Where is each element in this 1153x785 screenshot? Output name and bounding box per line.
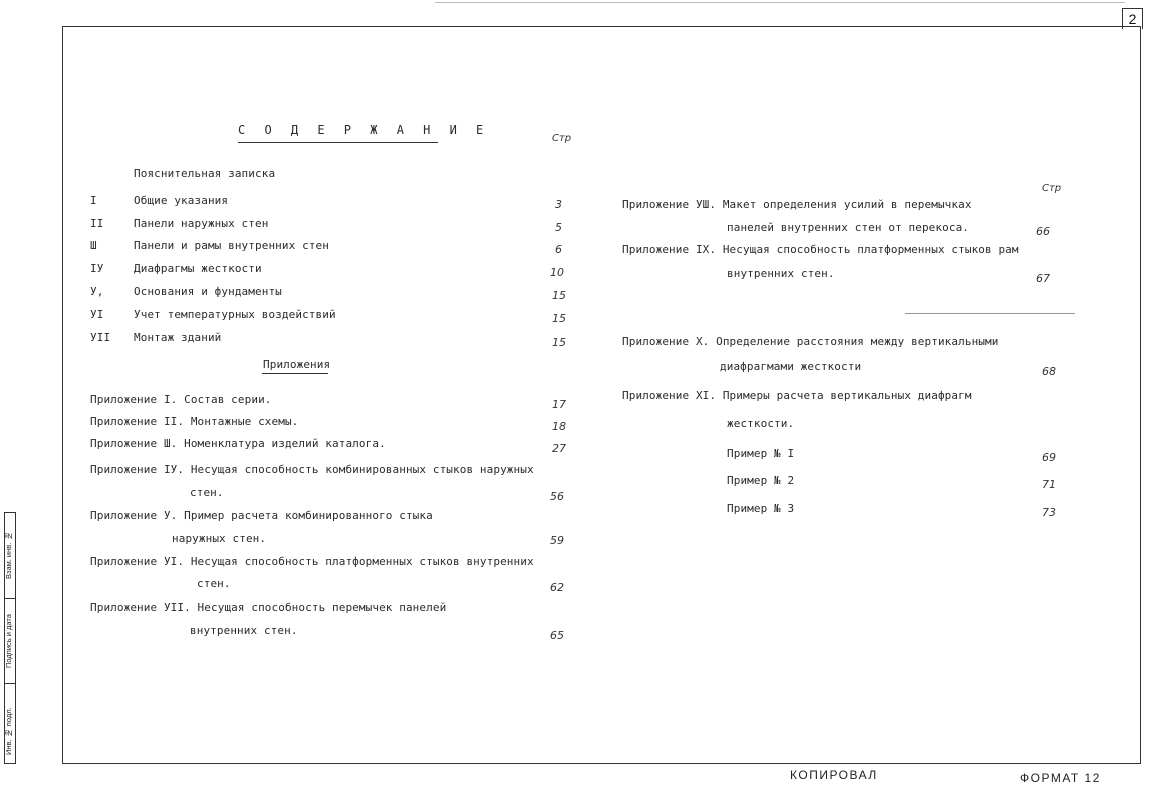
appendix-line: Приложение У. Пример расчета комбинированного стыка — [90, 509, 433, 522]
sheet-number: 2 — [1122, 8, 1143, 29]
example-title: Пример № 3 — [727, 502, 795, 515]
example-page: 73 — [1042, 506, 1056, 519]
scan-artifact-line — [435, 2, 1125, 3]
section-num: У, — [90, 285, 104, 298]
footer-copied: КОПИРОВАЛ — [790, 768, 878, 782]
appendix-line: Приложение ХI. Примеры расчета вертикальных диафрагм — [622, 389, 972, 402]
toc-heading: С О Д Е Р Ж А Н И Е — [238, 123, 490, 137]
appendix-line-cont: внутренних стен. — [190, 624, 298, 637]
appendix-line: Приложение Х. Определение расстояния между вертикальными — [622, 335, 999, 348]
appendix-line: Приложение I. Состав серии. — [90, 393, 272, 406]
section-page: 6 — [555, 243, 562, 256]
appendix-page: 56 — [550, 490, 564, 503]
appendix-page: 18 — [552, 420, 566, 433]
stamp-label: Подпись и дата — [4, 614, 13, 668]
heading-underline — [238, 142, 438, 143]
footer-format: ФОРМАТ 12 — [1020, 771, 1101, 785]
appendix-line-cont: внутренних стен. — [727, 267, 835, 280]
section-num: УII — [90, 331, 111, 344]
section-page: 5 — [555, 221, 562, 234]
section-page: 15 — [552, 289, 566, 302]
example-title: Пример № 2 — [727, 474, 795, 487]
appendix-page: 67 — [1036, 272, 1050, 285]
appendices-heading: Приложения — [263, 358, 331, 371]
appendix-line-cont: стен. — [197, 577, 231, 590]
appendix-line: Приложение УII. Несущая способность перемычек панелей — [90, 601, 447, 614]
appendix-page: 65 — [550, 629, 564, 642]
section-title: Монтаж зданий — [134, 331, 222, 344]
example-page: 71 — [1042, 478, 1056, 491]
section-title: Общие указания — [134, 194, 229, 207]
appendix-page: 17 — [552, 398, 566, 411]
section-page: 3 — [555, 198, 562, 211]
appendix-line-cont: диафрагмами жесткости — [720, 360, 862, 373]
example-page: 69 — [1042, 451, 1056, 464]
appendix-page: 27 — [552, 442, 566, 455]
appendices-underline — [262, 373, 328, 374]
section-num: II — [90, 217, 104, 230]
section-num: УI — [90, 308, 104, 321]
scan-artifact-line — [905, 313, 1075, 314]
section-title: Панели и рамы внутренних стен — [134, 239, 329, 252]
example-title: Пример № I — [727, 447, 795, 460]
appendix-line: Приложение УI. Несущая способность платформенных стыков внутренних — [90, 555, 534, 568]
appendix-line: Приложение IУ. Несущая способность комбинированных стыков наружных — [90, 463, 534, 476]
stamp-label: Взам. инв. № — [4, 531, 13, 579]
page-col-label-left: Стр — [552, 133, 572, 144]
section-title: Основания и фундаменты — [134, 285, 282, 298]
appendix-line-cont: наружных стен. — [172, 532, 267, 545]
section-num: I — [90, 194, 97, 207]
section-title: Диафрагмы жесткости — [134, 262, 262, 275]
section-title: Панели наружных стен — [134, 217, 269, 230]
section-page: 15 — [552, 312, 566, 325]
appendix-page: 62 — [550, 581, 564, 594]
page-col-label-right: Стр — [1042, 183, 1062, 194]
section-num: Ш — [90, 239, 97, 252]
section-page: 15 — [552, 336, 566, 349]
section-num: IУ — [90, 262, 104, 275]
appendix-line: Приложение Ш. Номенклатура изделий каталога. — [90, 437, 386, 450]
appendix-line-cont: панелей внутренних стен от перекоса. — [727, 221, 970, 234]
appendix-line: Приложение II. Монтажные схемы. — [90, 415, 299, 428]
appendix-line-cont: стен. — [190, 486, 224, 499]
side-stamp — [4, 512, 16, 764]
appendix-page: 68 — [1042, 365, 1056, 378]
section-title: Учет температурных воздействий — [134, 308, 336, 321]
section-page: 10 — [550, 266, 564, 279]
appendix-line: Приложение IХ. Несущая способность платформенных стыков рам — [622, 243, 1019, 256]
explanatory-note: Пояснительная записка — [134, 167, 276, 180]
stamp-label: Инв. № подл. — [4, 707, 13, 755]
appendix-page: 66 — [1036, 225, 1050, 238]
appendix-page: 59 — [550, 534, 564, 547]
appendix-line-cont: жесткости. — [727, 417, 795, 430]
appendix-line: Приложение УШ. Макет определения усилий в перемычках — [622, 198, 972, 211]
